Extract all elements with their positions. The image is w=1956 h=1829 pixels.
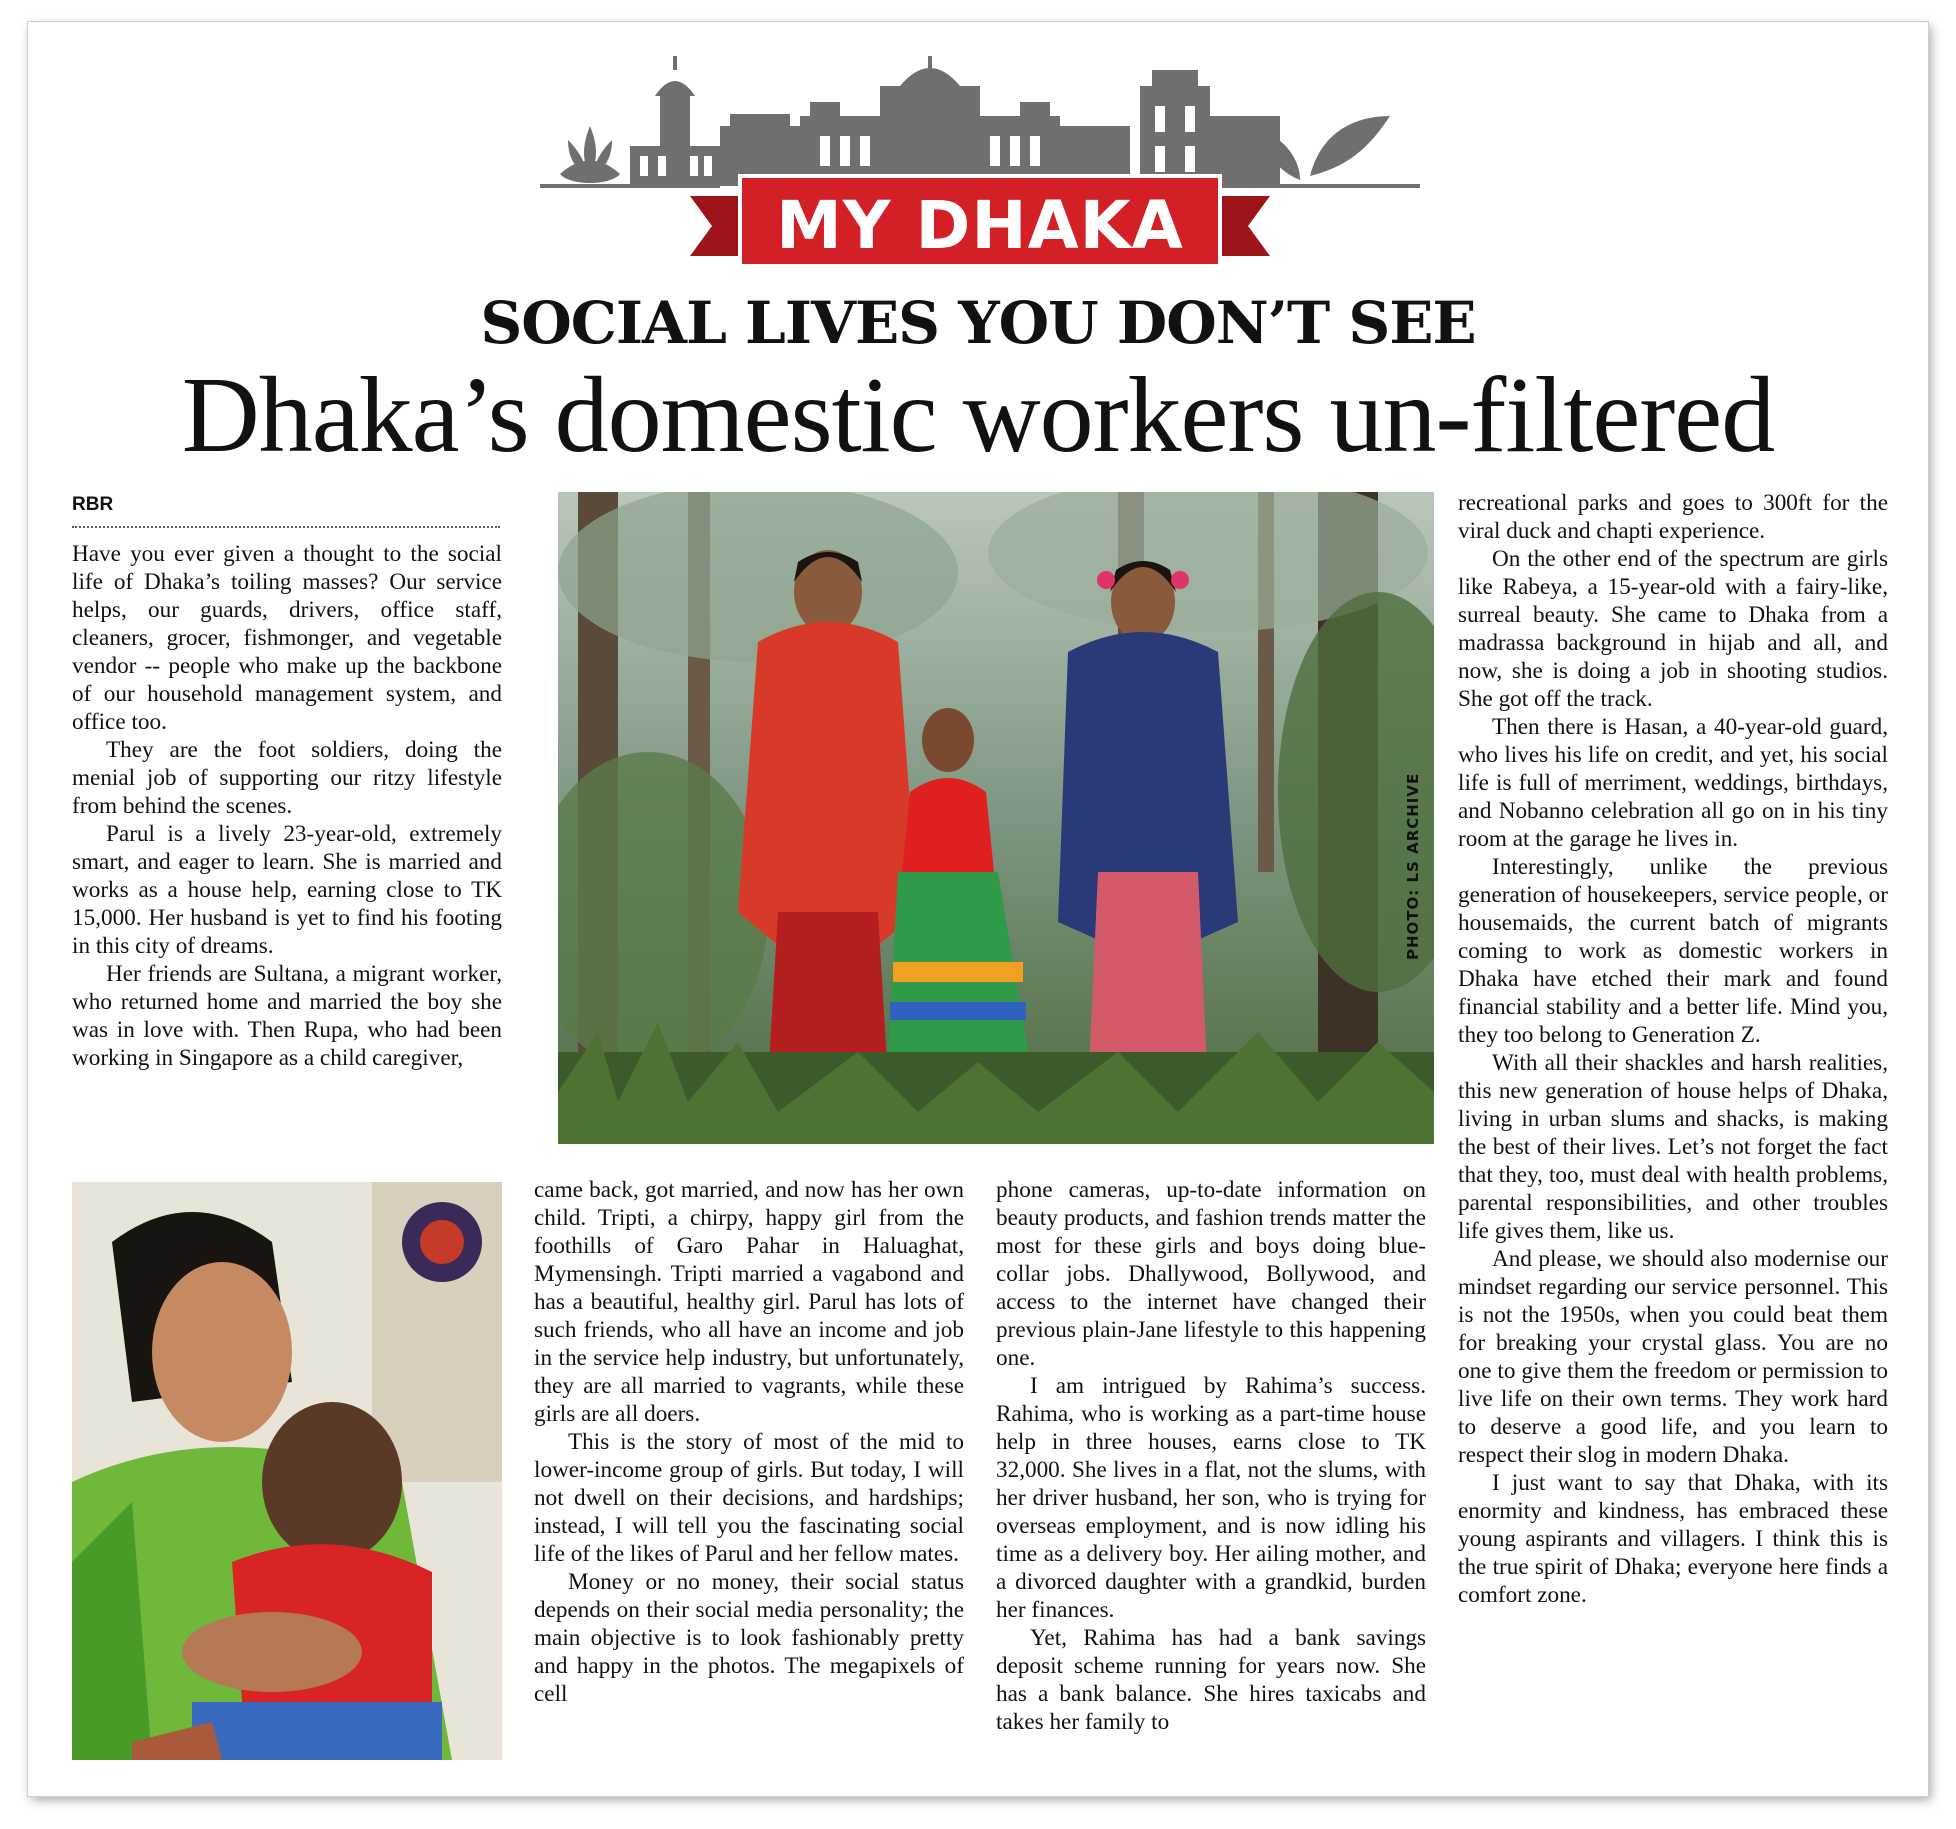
paragraph: Money or no money, their social status depends on their social media personality; the main objective is to look fashionably pretty and happy in the photos. The megapixels of cell (534, 1569, 964, 1707)
kicker: SOCIAL LIVES YOU DON’T SEE (480, 289, 1476, 357)
paragraph: This is the story of most of the mid to lower-income group of girls. But today, I will not dwell on their decisions, and hardships; instead, I will tell you the fascinating social life of the likes of Parul and her fellow mates. (534, 1429, 964, 1567)
paragraph: Then there is Hasan, a 40-year-old guard, who lives his life on credit, and yet, his social life is full of merriment, weddings, birthdays, and Nobanno celebration all go on in his tiny room at the garage he lives in. (1458, 714, 1888, 852)
paragraph: Parul is a lively 23-year-old, extremely smart, and eager to learn. She is married and works as a house help, earning close to TK 15,000. Her husband is yet to find his footing in this city of dreams. (72, 821, 502, 959)
byline: RBR (72, 494, 500, 528)
paragraph: Yet, Rahima has had a bank savings deposit scheme running for years now. She has a bank balance. She hires taxicabs and takes her family to (996, 1625, 1426, 1735)
article-column-4 (1458, 489, 1888, 1609)
paragraph: They are the foot soldiers, doing the menial job of supporting our ritzy lifestyle from behind the scenes. (72, 737, 502, 819)
paragraph: I just want to say that Dhaka, with its enormity and kindness, has embraced these young aspirants and villagers. I think this is the true spirit of Dhaka; everyone here finds a comfort zone. (1458, 1470, 1888, 1608)
photo-credit: PHOTO: LS ARCHIVE (1404, 772, 1422, 960)
paragraph: Her friends are Sultana, a migrant worker, who returned home and married the boy she was in love with. Then Rupa, who had been working in Singapore as a child caregiver, (72, 961, 502, 1071)
main-photo (558, 492, 1434, 1144)
paragraph: With all their shackles and harsh realities, this new generation of house helps of Dhaka, living in urban slums and shacks, is making the best of their lives. Let’s not forget the fact that they, too, must deal with health problems, parental responsibilities, and other troubles life gives them, like us. (1458, 1050, 1888, 1244)
article-column-2 (534, 1176, 964, 1708)
paragraph: came back, got married, and now has her own child. Tripti, a chirpy, happy girl from the foothills of Garo Pahar in Haluaghat, Mymensingh. Tripti married a vagabond and has a beautiful, healthy girl. Parul has lots of such friends, who all have an income and job in the service help industry, but unfortunately, they are all married to vagrants, while these girls are all doers. (534, 1177, 964, 1427)
paragraph: On the other end of the spectrum are girls like Rabeya, a 15-year-old with a fairy-like, surreal beauty. She came to Dhaka from a madrassa background in hijab and all, and now, she is doing a job in shooting studios. She got off the track. (1458, 546, 1888, 712)
paragraph: recreational parks and goes to 300ft for the viral duck and chapti experience. (1458, 490, 1888, 544)
section-title: MY DHAKA (776, 187, 1184, 264)
paragraph: Interestingly, unlike the previous generation of housekeepers, service people, or housemaids, the current batch of migrants coming to work as domestic workers in Dhaka have etched their mark and found financial stability and a better life. Mind you, they too belong to Generation Z. (1458, 854, 1888, 1048)
section-masthead (540, 56, 1420, 276)
paragraph: Have you ever given a thought to the social life of Dhaka’s toiling masses? Our service helps, our guards, drivers, office staff, cleaners, grocer, fishmonger, and vegetable vendor -- people who make up the backbone of our household management system, and office too. (72, 541, 502, 735)
paragraph: phone cameras, up-to-date information on beauty products, and fashion trends matter the most for these girls and boys doing blue-collar jobs. Dhallywood, Bollywood, and access to the internet have changed their previous plain-Jane lifestyle to this happening one. (996, 1177, 1426, 1371)
article-column-3 (996, 1176, 1426, 1736)
paragraph: And please, we should also modernise our mindset regarding our service personnel. This is not the 1950s, when you could beat them for breaking your crystal glass. You are no one to give them the freedom or permission to live life on their own terms. They work hard to deserve a good life, and you learn to respect their slog in modern Dhaka. (1458, 1246, 1888, 1468)
headline: Dhaka’s domestic workers un-filtered (181, 356, 1775, 475)
secondary-photo (72, 1182, 502, 1760)
paragraph: I am intrigued by Rahima’s success. Rahima, who is working as a part-time house help in three houses, earns close to TK 32,000. She lives in a flat, not the slums, with her driver husband, her son, who is trying for overseas employment, and is now idling his time as a delivery boy. Her ailing mother, and a divorced daughter with a grandkid, burden her finances. (996, 1373, 1426, 1623)
article-column-1 (72, 540, 502, 1072)
